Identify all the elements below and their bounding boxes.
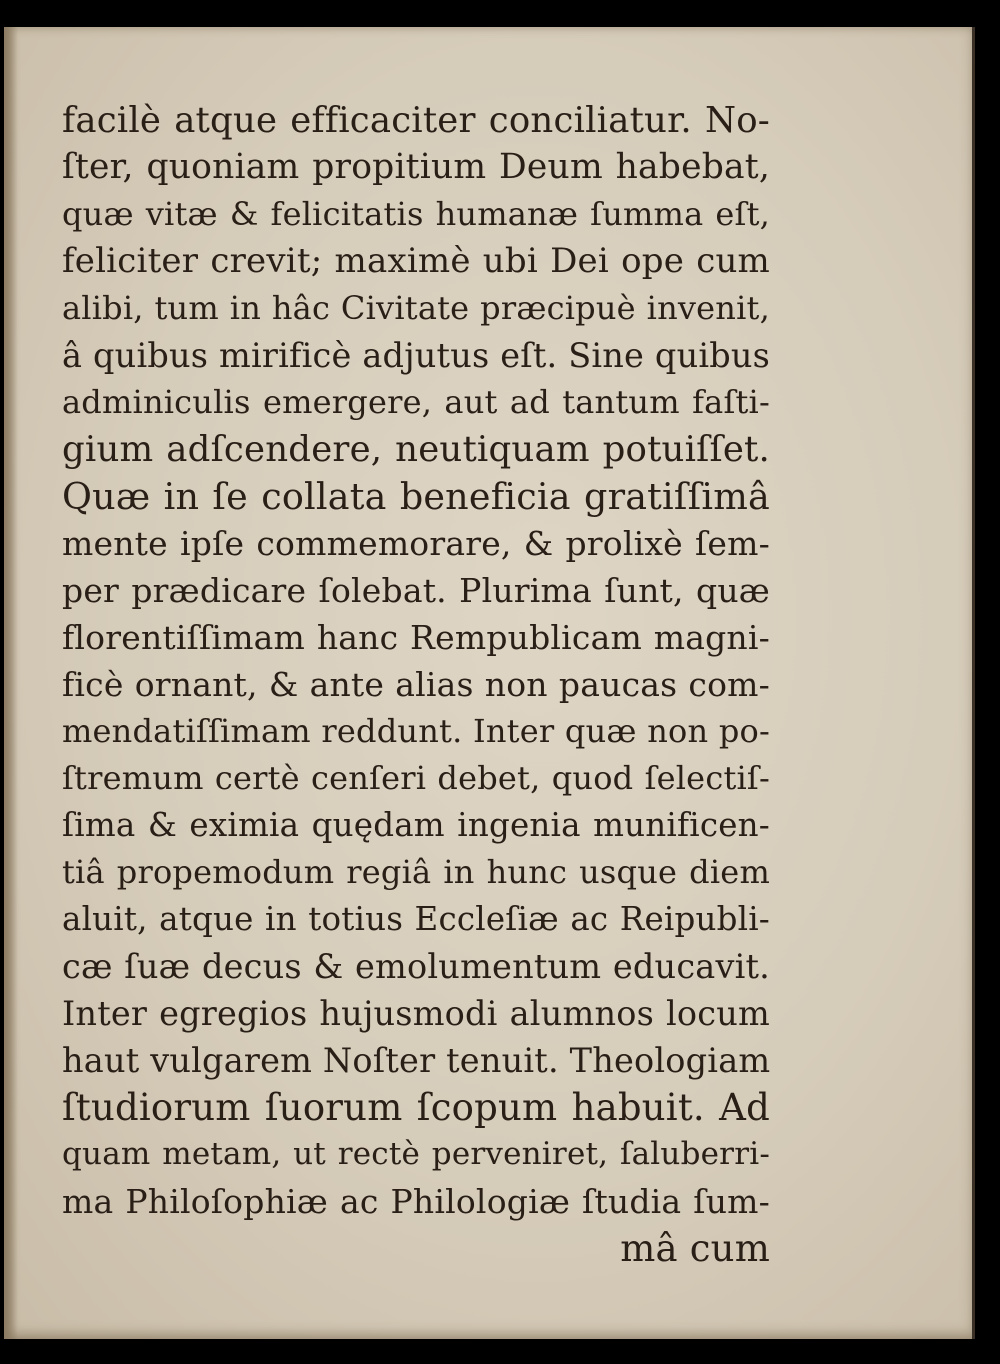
text-line: cæ ſuæ decus & emolumentum educavit. bbox=[62, 947, 770, 986]
text-line: florentiſſimam hanc Rempublicam magni- bbox=[62, 618, 770, 657]
text-line: quæ vitæ & felicitatis humanæ ſumma eſt, bbox=[62, 195, 770, 233]
book-page bbox=[4, 27, 975, 1339]
text-line: ſter, quoniam propitium Deum habebat, bbox=[62, 147, 770, 187]
text-line: haut vulgarem Noſter tenuit. Theologiam bbox=[62, 1041, 771, 1080]
text-line: quam metam, ut rectè perveniret, ſaluberri- bbox=[62, 1136, 770, 1172]
text-line: mente ipſe commemorare, & prolixè ſem- bbox=[62, 524, 770, 563]
text-line: ſima & eximia quędam ingenia munificen- bbox=[62, 806, 770, 844]
text-line: ſtudiorum ſuorum ſcopum habuit. Ad bbox=[62, 1086, 770, 1129]
text-line: ſtremum certè cenſeri debet, quod ſelectiſ- bbox=[62, 759, 770, 797]
text-line: Quæ in ſe collata beneficia gratiſſimâ bbox=[62, 475, 770, 518]
text-line: ficè ornant, & ante alias non paucas com- bbox=[62, 665, 770, 704]
text-line: per prædicare ſolebat. Plurima ſunt, quæ bbox=[62, 571, 770, 610]
text-line: feliciter crevit; maximè ubi Dei ope cum bbox=[62, 241, 770, 281]
text-line: mendatiſſimam reddunt. Inter quæ non po- bbox=[62, 712, 770, 750]
text-line: alibi, tum in hâc Civitate præcipuè invenit, bbox=[62, 289, 770, 327]
text-line: ma Philoſophiæ ac Philologiæ ſtudia ſum- bbox=[62, 1182, 770, 1221]
text-line: Inter egregios hujusmodi alumnos locum bbox=[62, 994, 770, 1033]
text-line: tiâ propemodum regiâ in hunc usque diem bbox=[62, 853, 770, 891]
text-line: facilè atque efficaciter conciliatur. No- bbox=[62, 100, 770, 141]
text-line: adminiculis emergere, aut ad tantum faſti- bbox=[62, 383, 770, 421]
text-line: aluit, atque in totius Eccleſiæ ac Reipubli- bbox=[62, 900, 770, 938]
catchword: mâ cum bbox=[620, 1227, 770, 1270]
page-gutter-shadow bbox=[4, 27, 18, 1339]
text-block bbox=[62, 97, 770, 1272]
text-line: gium adſcendere, neutiquam potuiſſet. bbox=[62, 429, 770, 470]
text-line: â quibus mirificè adjutus eſt. Sine quibus bbox=[62, 336, 771, 375]
